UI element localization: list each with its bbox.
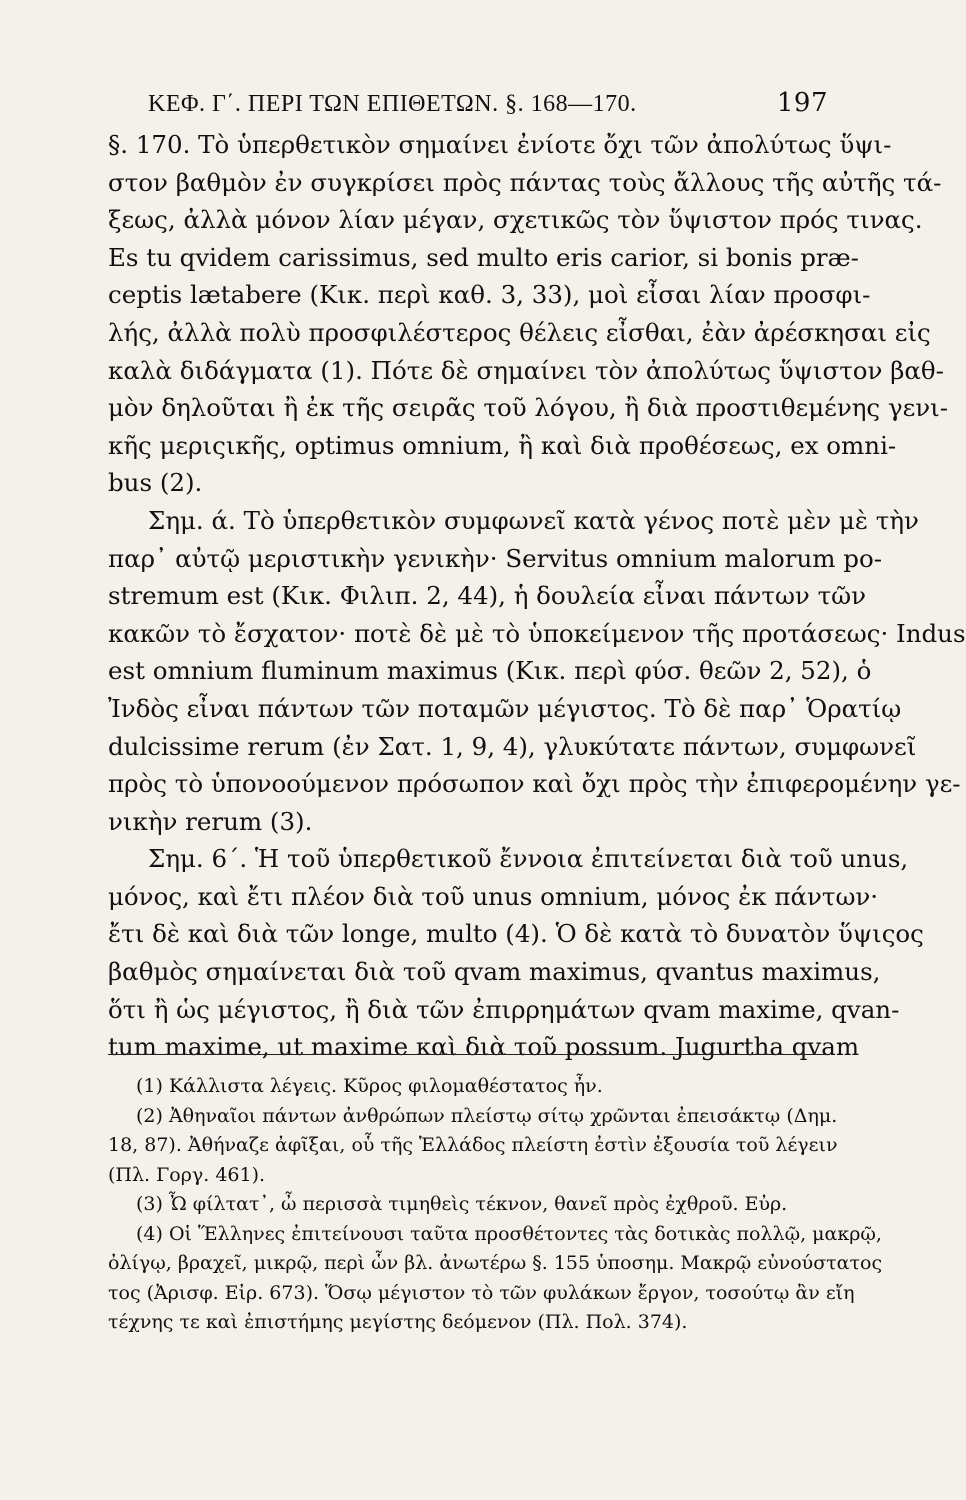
page-number: 197 [776,88,828,118]
text-line: ξεως, ἀλλὰ μόνον λίαν μέγαν, σχετικῶς τὸν ὕψιστον πρός τινας. [108,205,923,235]
text-line: μὸν δηλοῦται ἢ ἐκ τῆς σειρᾶς τοῦ λόγου, ἢ διὰ προστιθεμένης γενι- [108,393,949,423]
text-line: ἔτι δὲ καὶ διὰ τῶν longe, multo (4). Ὁ δὲ κατὰ τὸ δυνατὸν ὕψιςος [108,919,924,949]
text-line: stremum est (Κικ. Φιλιπ. 2, 44), ἡ δουλεία εἶναι πάντων τῶν [108,581,867,611]
footnote-line: ὀλίγῳ, βραχεῖ, μικρῷ, περὶ ὧν βλ. ἀνωτέρω §. 155 ὑποσημ. Μακρῷ εὐνούστατος [108,1252,883,1274]
running-header [148,88,828,118]
footnote-line: (Πλ. Γοργ. 461). [108,1163,266,1186]
text-line: Ἰνδὸς εἶναι πάντων τῶν ποταμῶν μέγιστος. Τὸ δὲ παρ᾽ Ὁρατίῳ [108,693,902,723]
text-line: λής, ἀλλὰ πολὺ προσφιλέστερος θέλεις εἶσθαι, ἐὰν ἀρέσκησαι εἰς [108,317,931,347]
text-line: παρ᾽ αὐτῷ μεριστικὴν γενικὴν· Servitus omnium malorum po- [108,543,883,573]
text-line: κακῶν τὸ ἔσχατον· ποτὲ δὲ μὲ τὸ ὑποκείμενον τῆς προτάσεως· Indus [108,618,966,648]
text-line: καλὰ διδάγματα (1). Πότε δὲ σημαίνει τὸν ἀπολύτως ὕψιστον βαθ- [108,355,944,385]
footnote-divider [108,1054,830,1055]
footnote-line: (1) Κάλλιστα λέγεις. Κῦρος φιλομαθέστατος ἦν. [136,1075,603,1097]
text-line: §. 170. Τὸ ὑπερθετικὸν σημαίνει ἐνίοτε ὄχι τῶν ἀπολύτως ὕψι- [108,130,892,159]
text-line: bus (2). [108,468,203,498]
footnote-line: (4) Οἱ Ἕλληνες ἐπιτείνουσι ταῦτα προσθέτοντες τὰς δοτικὰς πολλῷ, μακρῷ, [136,1222,882,1245]
text-line: est omnium fluminum maximus (Κικ. περὶ φύσ. θεῶν 2, 52), ὁ [108,656,872,686]
text-line: νικὴν rerum (3). [108,806,313,836]
text-line: Es tu qvidem carissimus, sed multo eris carior, si bonis præ- [108,242,859,272]
text-line: κῆς μεριςικῆς, optimus omnium, ἢ καὶ διὰ προθέσεως, ex omni- [108,430,897,460]
text-line: tum maxime, ut maxime καὶ διὰ τοῦ possum. Jugurtha qvam [108,1032,860,1062]
text-line: ceptis lætabere (Κικ. περὶ καθ. 3, 33), μοὶ εἶσαι λίαν προσφι- [108,280,871,310]
footnote-line: 18, 87). Ἀθήναζε ἀφῖξαι, οὗ τῆς Ἑλλάδος πλείστη ἐστὶν ἐξουσία τοῦ λέγειν [108,1134,838,1156]
footnote-line: (3) Ὦ φίλτατ᾽, ὦ περισσὰ τιμηθεὶς τέκνον, θανεῖ πρὸς ἐχθροῦ. Εὐρ. [136,1193,788,1215]
text-line: Σημ. ά. Τὸ ὑπερθετικὸν συμφωνεῖ κατὰ γένος ποτὲ μὲν μὲ τὴν [148,505,919,535]
text-line: πρὸς τὸ ὑπονοούμενον πρόσωπον καὶ ὄχι πρὸς τὴν ἐπιφερομένην γε- [108,769,961,799]
main-text [108,126,966,1066]
text-line: Σημ. 6΄. Ἡ τοῦ ὑπερθετικοῦ ἔννοια ἐπιτείνεται διὰ τοῦ unus, [148,844,909,874]
footnote-line: τέχνης τε καὶ ἐπιστήμης μεγίστης δεόμενον (Πλ. Πολ. 374). [108,1311,688,1333]
text-line: στον βαθμὸν ἐν συγκρίσει πρὸς πάντας τοὺς ἄλλους τῆς αὐτῆς τά- [108,167,942,197]
text-line: βαθμὸς σημαίνεται διὰ τοῦ qvam maximus, qvantus maximus, [108,957,881,987]
text-line: ὅτι ἢ ὡς μέγιστος, ἢ διὰ τῶν ἐπιρρημάτων qvam maxime, qvan- [108,994,900,1024]
header-title: ΚΕΦ. Γ΄. ΠΕΡΙ ΤΩΝ ΕΠΙΘΕΤΩΝ. §. 168—170. [148,91,637,117]
text-line: μόνος, καὶ ἔτι πλέον διὰ τοῦ unus omnium, μόνος ἐκ πάντων· [108,881,879,911]
footnote-line: τος (Ἀρισφ. Εἰρ. 673). Ὅσῳ μέγιστον τὸ τῶν φυλάκων ἔργον, τοσούτῳ ἂν εἴη [108,1281,855,1304]
footnote-line: (2) Ἀθηναῖοι πάντων ἀνθρώπων πλείστῳ σίτῳ χρῶνται ἐπεισάκτῳ (Δημ. [136,1104,838,1127]
text-line: dulcissime rerum (ἐν Σατ. 1, 9, 4), γλυκύτατε πάντων, συμφωνεῖ [108,731,917,761]
footnotes [108,1072,883,1338]
